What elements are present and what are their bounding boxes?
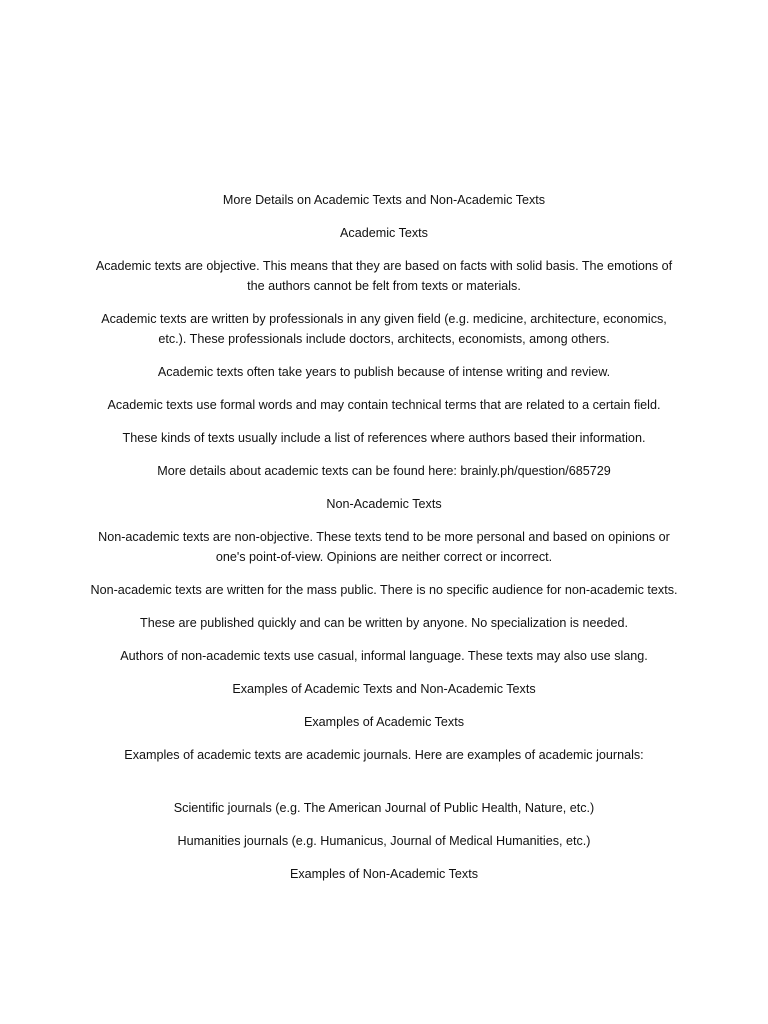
section-heading: Examples of Academic Texts and Non-Academic Texts	[232, 682, 536, 696]
section-heading: Examples of Non-Academic Texts	[289, 867, 479, 881]
section-heading: Academic Texts	[340, 226, 428, 240]
section-heading: Non-Academic Texts	[326, 497, 442, 511]
paragraph: More details about academic texts can be found here: brainly.ph/question/685729	[157, 464, 611, 478]
paragraph: Non-academic texts are non-objective. These texts tend to be more personal and based on opinions or one's point-of-view. Opinions are neither correct or incorrect.	[98, 530, 670, 564]
paragraph: Authors of non-academic texts use casual, informal language. These texts may also use slang.	[120, 649, 648, 663]
paragraph: Examples of academic texts are academic journals. Here are examples of academic journals:	[124, 748, 644, 762]
paragraph: Humanities journals (e.g. Humanicus, Journal of Medical Humanities, etc.)	[177, 834, 591, 848]
document-body	[88, 190, 680, 897]
paragraph: Academic texts are objective. This means that they are based on facts with solid basis. The emotions of the authors cannot be felt from texts or materials.	[95, 259, 673, 293]
paragraph: Scientific journals (e.g. The American Journal of Public Health, Nature, etc.)	[173, 801, 595, 815]
paragraph: These kinds of texts usually include a list of references where authors based their information.	[122, 431, 646, 445]
document-title: More Details on Academic Texts and Non-Academic Texts	[222, 193, 546, 207]
paragraph: These are published quickly and can be written by anyone. No specialization is needed.	[140, 616, 628, 630]
paragraph: Academic texts use formal words and may contain technical terms that are related to a certain field.	[107, 398, 661, 412]
paragraph: Academic texts often take years to publish because of intense writing and review.	[157, 365, 611, 379]
paragraph: Academic texts are written by professionals in any given field (e.g. medicine, architecture, economics, etc.). These professionals include doctors, architects, economists, among others.	[101, 312, 667, 346]
paragraph: Non-academic texts are written for the mass public. There is no specific audience for non-academic texts.	[90, 583, 678, 597]
section-heading: Examples of Academic Texts	[303, 715, 465, 729]
